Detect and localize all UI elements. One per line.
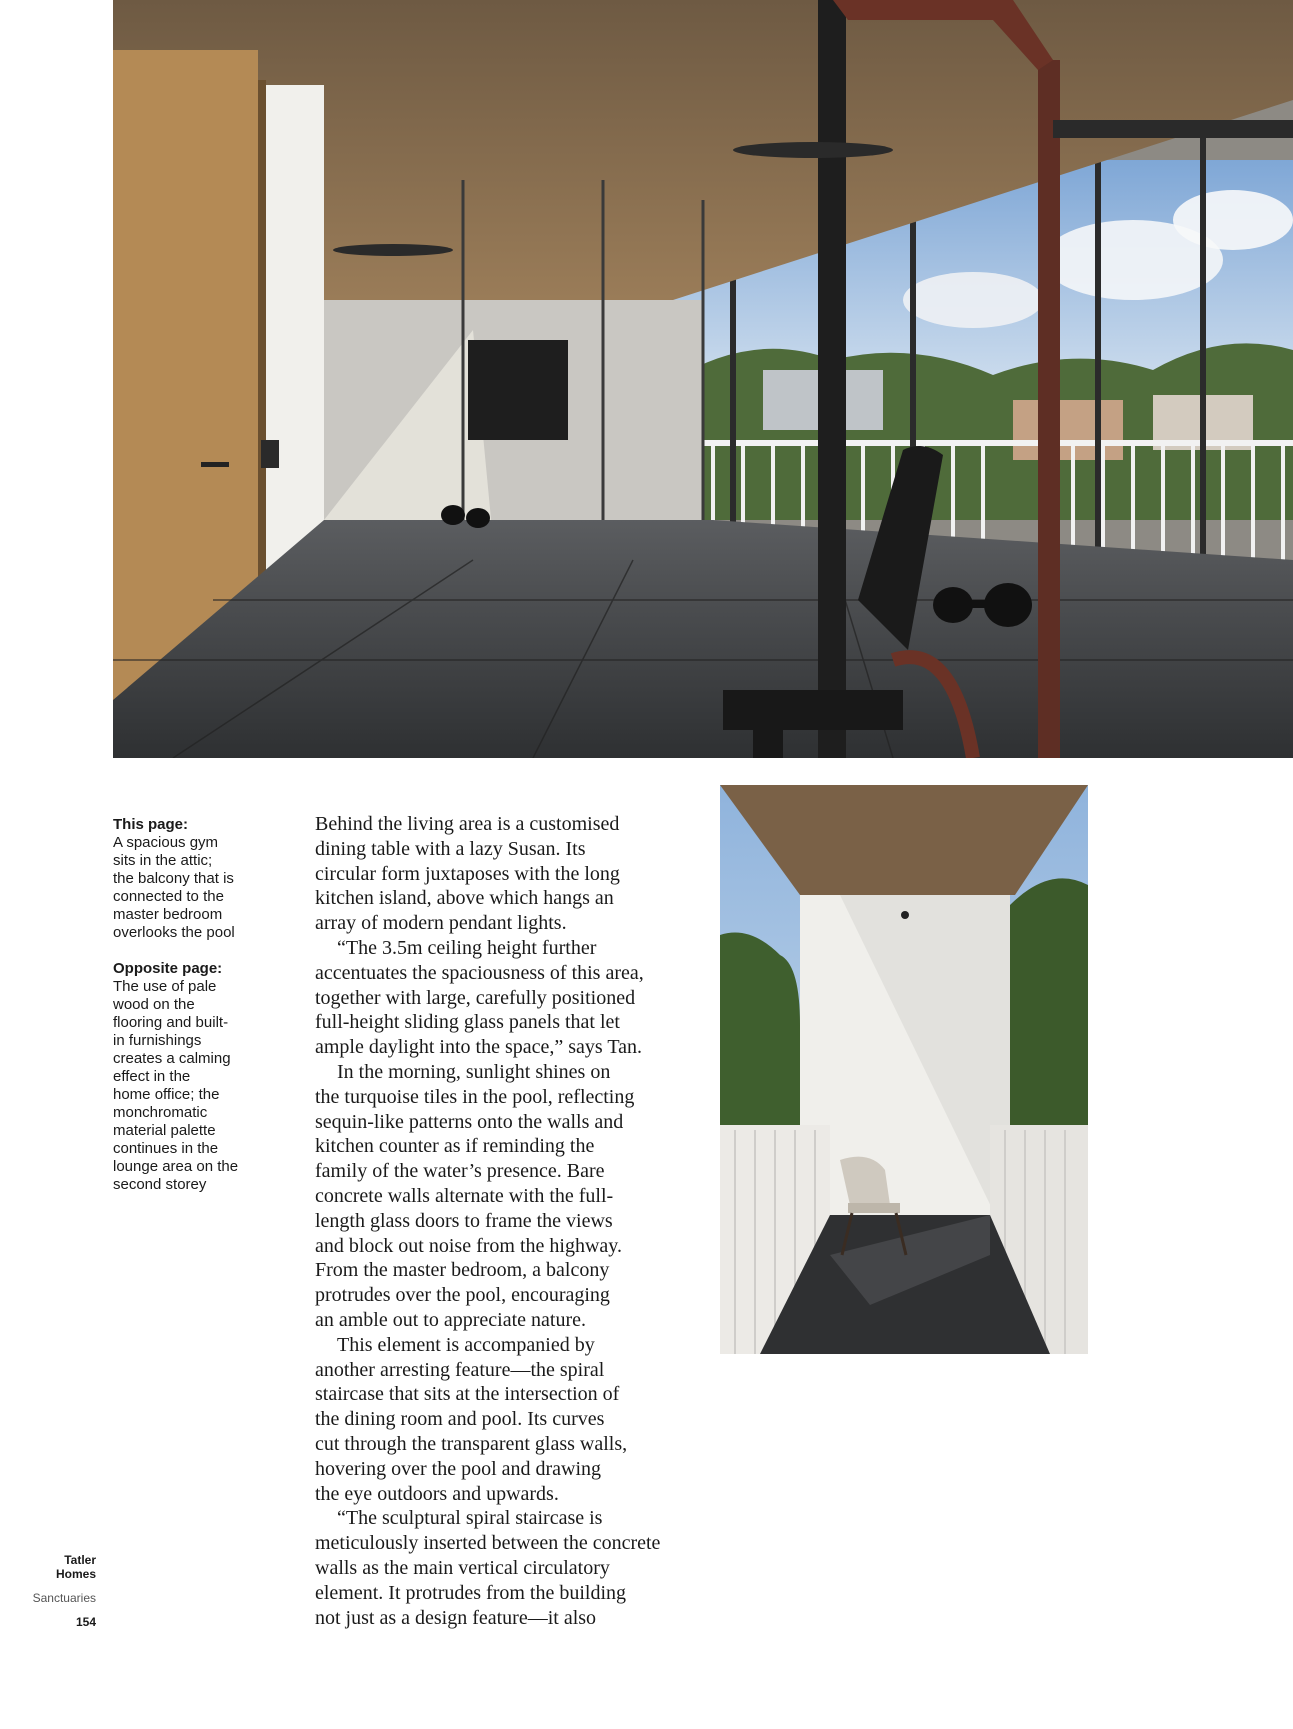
folio-brand-line1: Tatler [64, 1553, 96, 1567]
caption-line: lounge area on the [113, 1158, 239, 1175]
body-text-line: hovering over the pool and drawing [315, 1457, 602, 1480]
body-text-line: accentuates the spaciousness of this area, [315, 961, 644, 984]
caption-line: material palette [113, 1122, 216, 1139]
body-text-line: This element is accompanied by [337, 1333, 595, 1356]
caption-line: wood on the [113, 996, 195, 1013]
body-text-line: full-height sliding glass panels that let [315, 1011, 620, 1034]
body-text-line: length glass doors to frame the views [315, 1209, 613, 1232]
body-text-line: In the morning, sunlight shines on [337, 1060, 611, 1083]
body-text-line: ample daylight into the space,” says Tan. [315, 1036, 643, 1059]
body-text-line: element. It protrudes from the building [315, 1581, 627, 1604]
body-text-line: concrete walls alternate with the full- [315, 1184, 614, 1207]
caption-line: home office; the [113, 1086, 220, 1103]
body-text-line: “The 3.5m ceiling height further [337, 936, 597, 959]
balcony-photo [720, 785, 1088, 1354]
folio-section: Sanctuaries [32, 1591, 96, 1605]
caption-line: effect in the [113, 1068, 191, 1085]
caption-line: connected to the [113, 888, 224, 905]
body-text-line: meticulously inserted between the concrete [315, 1532, 661, 1555]
body-text-line: an amble out to appreciate nature. [315, 1308, 586, 1331]
gym-photo-illustration [113, 0, 1293, 758]
body-text-line: another arresting feature—the spiral [315, 1358, 605, 1381]
body-text-line: circular form juxtaposes with the long [315, 862, 620, 885]
caption-this-page [113, 816, 263, 942]
caption-line: overlooks the pool [113, 924, 235, 941]
article-body [315, 812, 695, 1630]
page-number: 154 [75, 1615, 96, 1629]
caption-line: second storey [113, 1176, 207, 1193]
folio-brand [0, 1553, 96, 1581]
body-text-line: the eye outdoors and upwards. [315, 1482, 559, 1505]
photo-captions [113, 816, 263, 1212]
body-text-line: sequin-like patterns onto the walls and [315, 1110, 624, 1133]
body-text-line: the dining room and pool. Its curves [315, 1408, 605, 1431]
caption-line: the balcony that is [113, 870, 234, 887]
caption-line: master bedroom [113, 906, 223, 923]
caption-line: continues in the [113, 1140, 219, 1157]
body-text-line: the turquoise tiles in the pool, reflecting [315, 1085, 635, 1108]
caption-line: monchromatic [113, 1104, 208, 1121]
body-text-line: Behind the living area is a customised [315, 813, 620, 835]
body-text-line: kitchen counter as if reminding the [315, 1135, 595, 1158]
caption-heading: Opposite page: [113, 960, 223, 977]
body-text-line: From the master bedroom, a balcony [315, 1259, 610, 1282]
body-text-line: family of the water’s presence. Bare [315, 1160, 605, 1183]
body-text-line: protrudes over the pool, encouraging [315, 1284, 610, 1307]
folio-brand-line2: Homes [55, 1567, 96, 1581]
caption-opposite-page [113, 960, 263, 1194]
body-text-line: together with large, carefully positioned [315, 986, 636, 1009]
balcony-photo-illustration [720, 785, 1088, 1354]
gym-photo [113, 0, 1293, 758]
body-text-line: staircase that sits at the intersection of [315, 1383, 620, 1406]
body-text-line: “The sculptural spiral staircase is [337, 1507, 603, 1530]
body-text-line: dining table with a lazy Susan. Its [315, 837, 586, 860]
body-text-line: and block out noise from the highway. [315, 1234, 622, 1257]
caption-line: The use of pale [113, 978, 217, 995]
body-text-line: kitchen island, above which hangs an [315, 887, 614, 910]
caption-line: creates a calming [113, 1050, 231, 1067]
caption-line: A spacious gym [113, 834, 219, 851]
caption-line: flooring and built- [113, 1014, 229, 1031]
body-text-line: not just as a design feature—it also [315, 1606, 597, 1629]
caption-line: in furnishings [113, 1032, 202, 1049]
caption-line: sits in the attic; [113, 852, 213, 869]
caption-heading: This page: [113, 816, 189, 833]
body-text-line: cut through the transparent glass walls, [315, 1432, 628, 1455]
body-text-line: array of modern pendant lights. [315, 912, 567, 935]
body-text-line: walls as the main vertical circulatory [315, 1556, 610, 1579]
